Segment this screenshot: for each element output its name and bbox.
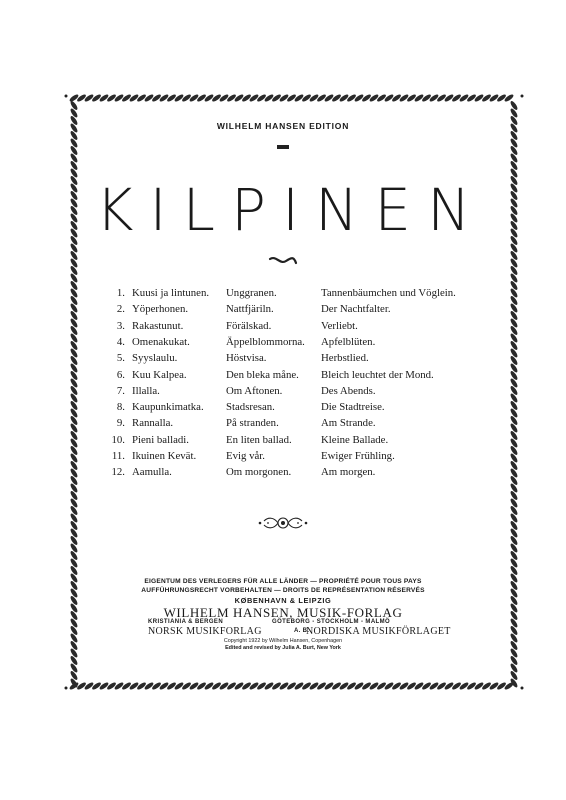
song-title-german: Kleine Ballade. — [321, 433, 389, 446]
song-title-swedish: På stranden. — [226, 417, 279, 430]
branch-ab: A. B. — [294, 628, 310, 634]
song-number: 7. — [116, 384, 125, 397]
song-title-swedish: Om Aftonen. — [226, 384, 283, 397]
song-row — [0, 287, 566, 303]
song-title-finnish: Syyslaulu. — [132, 352, 178, 365]
floral-ornament — [256, 513, 310, 533]
song-row — [0, 320, 566, 336]
edition-label: WILHELM HANSEN EDITION — [216, 121, 350, 131]
song-title-finnish: Omenakukat. — [132, 335, 190, 348]
song-row — [0, 336, 566, 352]
song-number: 11. — [111, 450, 125, 462]
song-number: 10. — [111, 433, 125, 446]
song-title-swedish: Höstvisa. — [226, 352, 267, 365]
song-title-german: Am Strande. — [321, 417, 376, 430]
song-title-finnish: Kuu Kalpea. — [132, 368, 187, 381]
song-title-finnish: Kuusi ja lintunen. — [132, 287, 210, 299]
song-row — [0, 401, 566, 417]
branch-left-city: KRISTIANIA & BERGEN — [148, 619, 224, 625]
song-number: 2. — [116, 303, 125, 316]
edition-mark — [277, 145, 289, 149]
song-row — [0, 369, 566, 385]
song-title-german: Verliebt. — [321, 319, 358, 332]
song-title-swedish: Stadsresan. — [226, 401, 275, 414]
song-title-swedish: En liten ballad. — [226, 433, 292, 446]
song-row — [0, 417, 566, 433]
editor-line: Edited and revised by Julia A. Burt, New York — [225, 645, 341, 651]
copyright-line: Copyright 1922 by Wilhelm Hansen, Copenhagen — [223, 638, 343, 644]
song-number: 1. — [116, 287, 125, 299]
song-number: 5. — [116, 352, 125, 365]
song-number: 8. — [116, 401, 125, 414]
song-number: 3. — [116, 319, 125, 332]
song-title-finnish: Yöperhonen. — [132, 303, 189, 316]
swash-ornament — [268, 255, 298, 267]
song-row — [0, 352, 566, 368]
song-title-swedish: Unggranen. — [226, 287, 277, 299]
publisher-cities: KØBENHAVN & LEIPZIG — [234, 596, 332, 605]
song-title-finnish: Illalla. — [132, 384, 160, 397]
rights-line-1: EIGENTUM DES VERLEGERS FÜR ALLE LÄNDER — PROPRIÉTÉ POUR TOUS PAYS — [144, 578, 422, 585]
branch-right-name: NORDISKA MUSIKFÖRLAGET — [306, 626, 451, 637]
song-title-german: Tannenbäumchen und Vöglein. — [321, 287, 456, 299]
song-title-swedish: Nattfjäriln. — [226, 303, 274, 316]
song-title-finnish: Rannalla. — [132, 417, 174, 430]
song-title-finnish: Ikuinen Kevät. — [132, 450, 197, 462]
song-title-swedish: Förälskad. — [226, 319, 272, 332]
branch-left-name: NORSK MUSIKFORLAG — [148, 626, 262, 637]
song-row — [0, 434, 566, 450]
song-title-german: Apfelblüten. — [321, 335, 376, 348]
song-title-german: Herbstlied. — [321, 352, 369, 365]
song-title-german: Ewiger Frühling. — [321, 450, 395, 462]
branch-right-city: GÖTEBORG - STOCKHOLM - MALMÖ — [272, 619, 391, 625]
song-number: 12. — [111, 466, 125, 479]
publisher-name: WILHELM HANSEN, MUSIK-FORLAG — [163, 605, 403, 620]
song-title-german: Die Stadtreise. — [321, 401, 385, 414]
song-number: 4. — [116, 335, 125, 348]
song-row — [0, 450, 566, 466]
song-title-german: Bleich leuchtet der Mond. — [321, 368, 434, 381]
song-number: 6. — [116, 368, 125, 381]
song-title-finnish: Aamulla. — [132, 466, 172, 479]
song-row — [0, 466, 566, 482]
song-row — [0, 303, 566, 319]
song-row — [0, 385, 566, 401]
song-title-swedish: Äppelblommorna. — [226, 335, 305, 348]
song-title-german: Des Abends. — [321, 384, 376, 397]
song-title-german: Am morgen. — [321, 466, 376, 479]
song-title-finnish: Pieni balladi. — [132, 433, 189, 446]
song-title-swedish: Evig vår. — [226, 450, 265, 462]
song-title-finnish: Rakastunut. — [132, 319, 184, 332]
song-title-finnish: Kaupunkimatka. — [132, 401, 204, 414]
song-title-german: Der Nachtfalter. — [321, 303, 391, 316]
song-title-swedish: Den bleka måne. — [226, 368, 299, 381]
page-title: KILPINEN — [95, 176, 487, 244]
song-title-swedish: Om morgonen. — [226, 466, 292, 479]
song-number: 9. — [116, 417, 125, 430]
rights-line-2: AUFFÜHRUNGSRECHT VORBEHALTEN — DROITS DE REPRÉSENTATION RÉSERVÉS — [141, 587, 425, 594]
